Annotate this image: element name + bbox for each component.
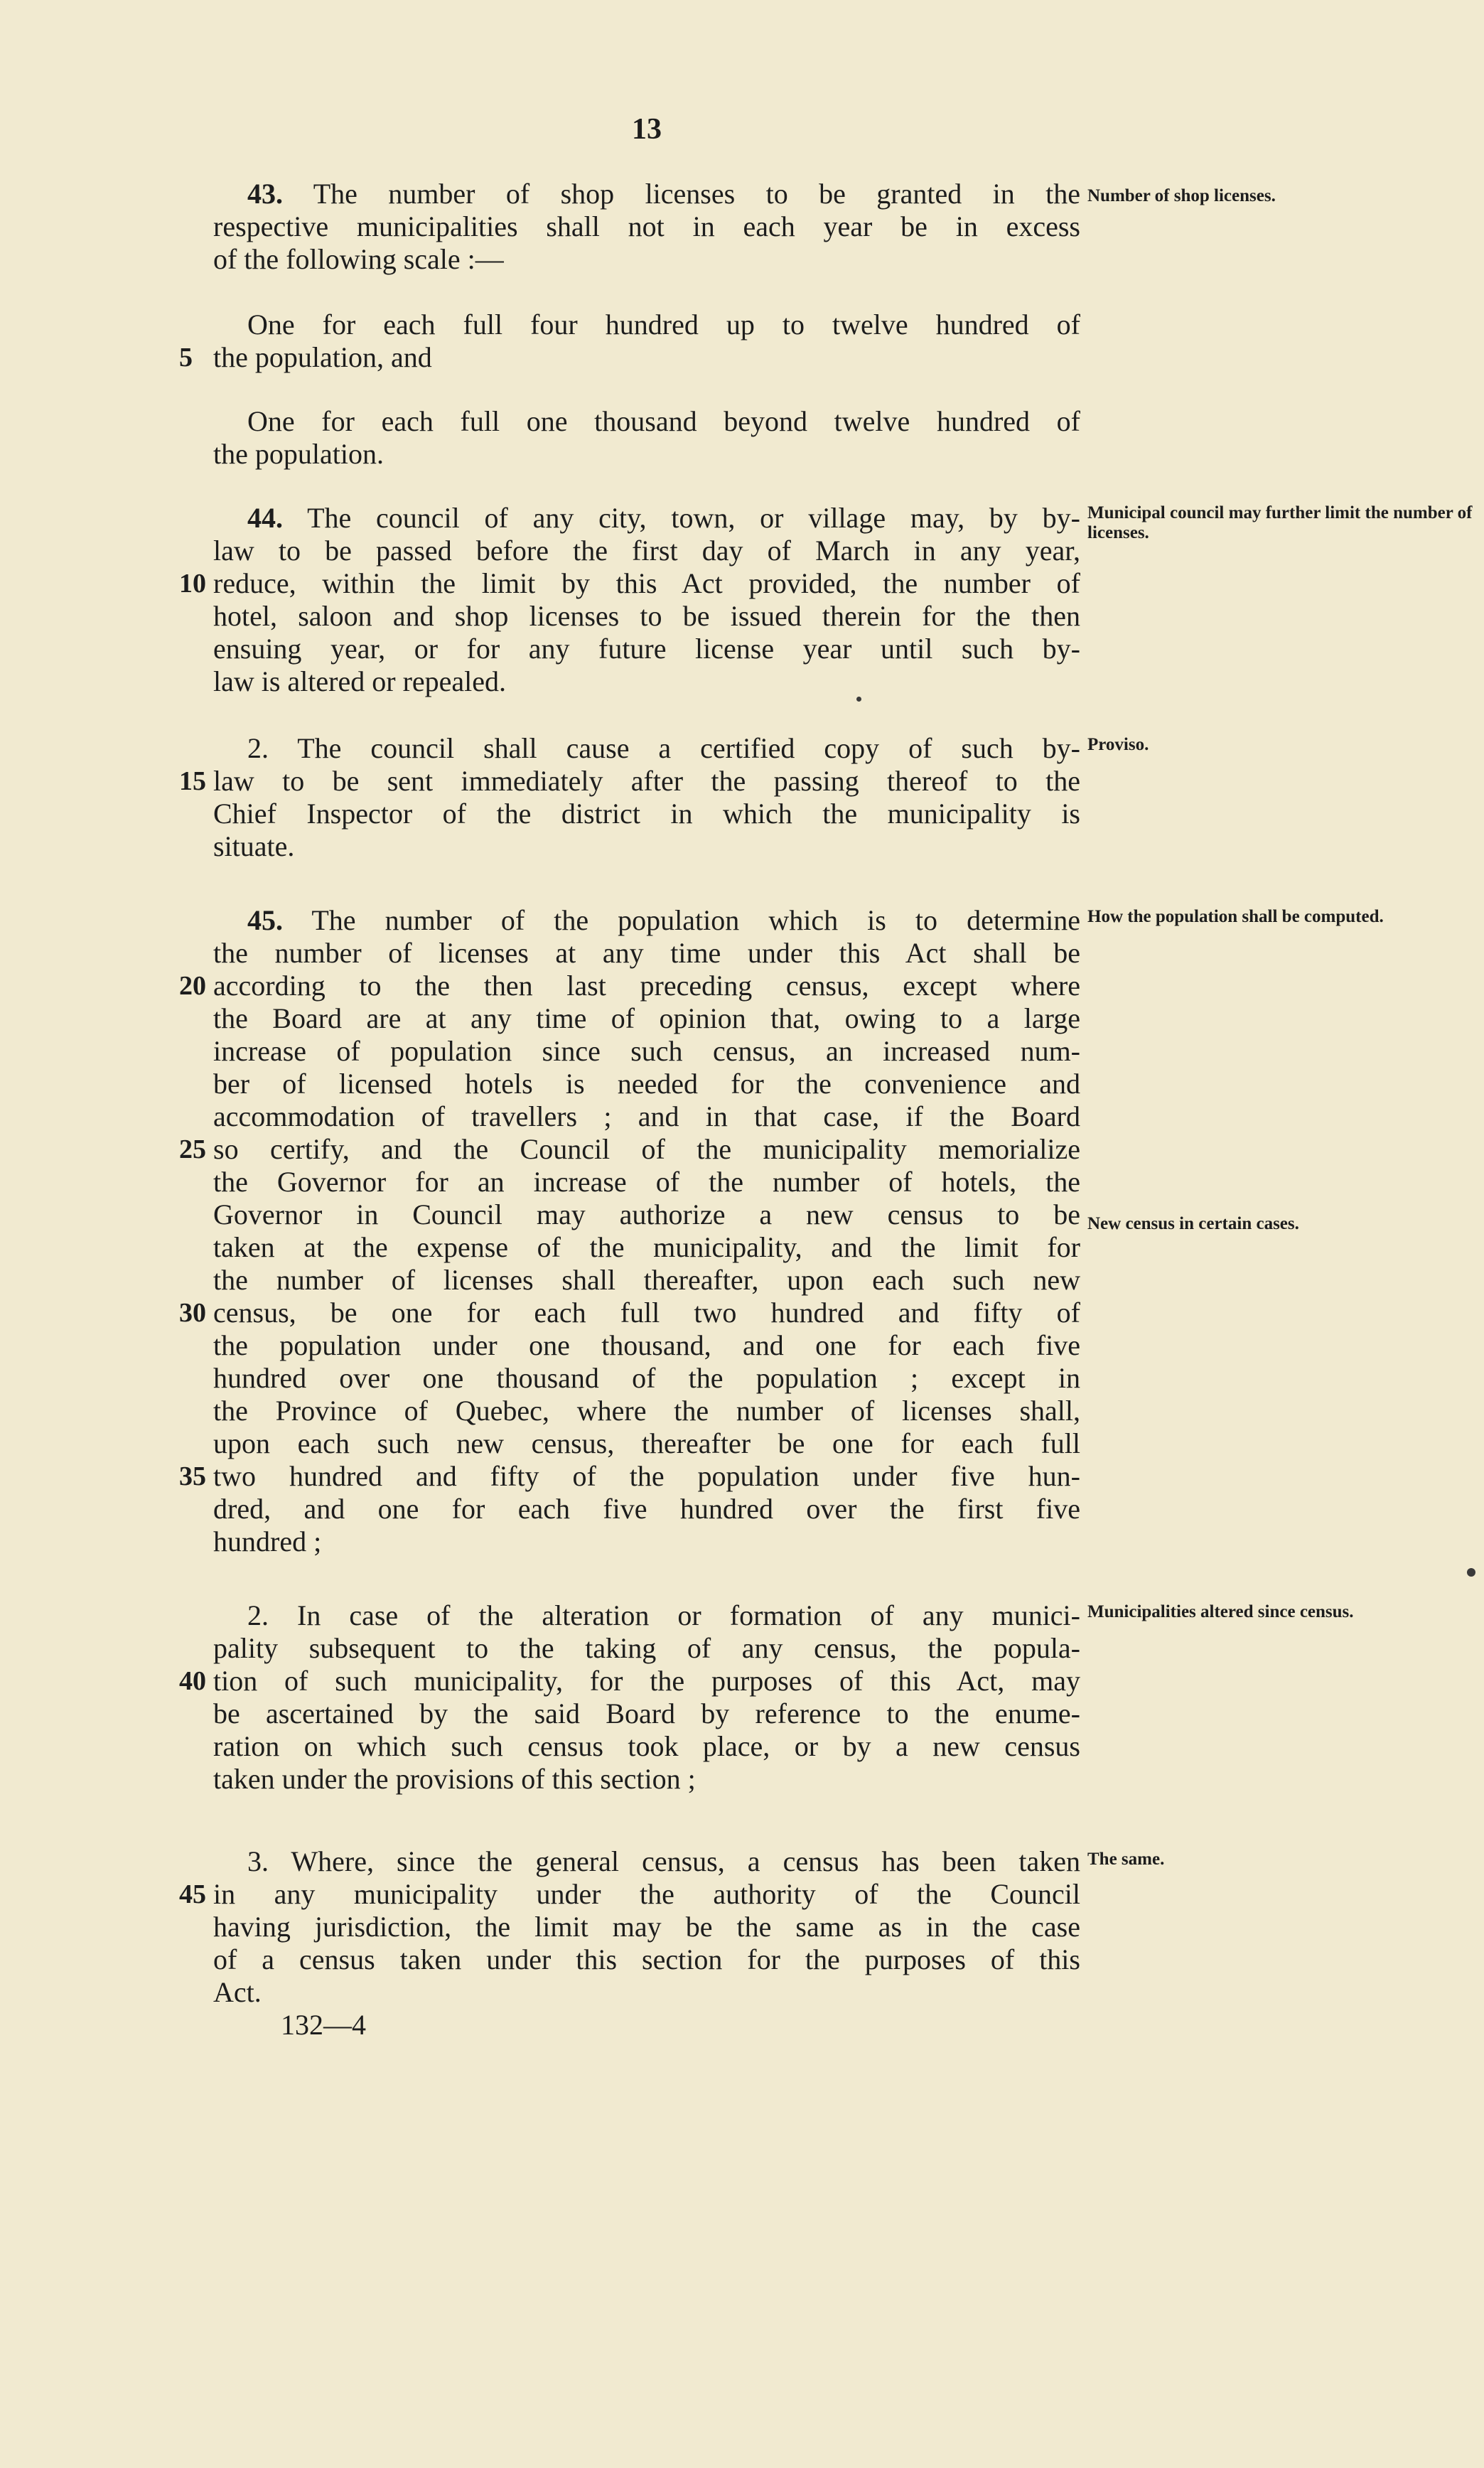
section-number-44: 44. (247, 502, 283, 534)
section-45-line: upon each such new census, thereafter be one for each full (213, 1427, 1080, 1459)
margin-note-municipalities-altered: Municipalities altered since census. (1087, 1602, 1354, 1621)
section-45-line: the number of licenses shall thereafter, upon each such new (213, 1264, 1080, 1296)
line-number: 35 (179, 1461, 206, 1491)
margin-note-new-census: New census in certain cases. (1087, 1214, 1299, 1233)
section-45-sub2-line: taken under the provisions of this section ; (213, 1763, 696, 1795)
section-45-sub2-line: 2. In case of the alteration or formation of any munici- (247, 1599, 1080, 1631)
margin-note-proviso: Proviso. (1087, 735, 1149, 754)
page-number: 13 (632, 113, 662, 146)
section-45-first-line (247, 904, 1080, 937)
section-45-line: the Board are at any time of opinion that, owing to a large (213, 1002, 1080, 1034)
line-number: 20 (179, 971, 206, 1001)
section-45-line: Governor in Council may authorize a new census to be (213, 1198, 1080, 1230)
section-45-sub3-line: 3. Where, since the general census, a census has been taken (247, 1845, 1080, 1877)
section-number-45: 45. (247, 904, 283, 936)
section-43-para2-line: the population, and (213, 341, 432, 373)
section-45-sub2-line: pality subsequent to the taking of any census, the popula- (213, 1632, 1080, 1664)
section-43-text: The number of shop licenses to be granted in the (313, 178, 1081, 210)
line-number: 45 (179, 1879, 206, 1909)
section-43-para3-line: the population. (213, 438, 384, 470)
section-43-para2-line: One for each full four hundred up to twelve hundred of (247, 308, 1080, 340)
section-44-line: hotel, saloon and shop licenses to be issued therein for the then (213, 600, 1080, 632)
section-44-line: ensuing year, or for any future license year until such by- (213, 633, 1080, 665)
section-45-line: increase of population since such census, an increased num- (213, 1035, 1080, 1067)
section-45-sub3-line: in any municipality under the authority of the Council (213, 1878, 1080, 1910)
section-44-first-line (247, 502, 1080, 535)
section-45-line: the population under one thousand, and one for each five (213, 1329, 1080, 1361)
section-45-line: accommodation of travellers ; and in that case, if the Board (213, 1100, 1080, 1132)
section-45-line: according to the then last preceding census, except where (213, 970, 1080, 1002)
paper-speck (1467, 1568, 1475, 1577)
section-43-para3-line: One for each full one thousand beyond twelve hundred of (247, 405, 1080, 437)
line-number: 30 (179, 1298, 206, 1328)
section-44-text: The council of any city, town, or village may, by by- (307, 502, 1080, 534)
section-45-sub2-line: be ascertained by the said Board by reference to the enume- (213, 1697, 1080, 1729)
line-number: 15 (179, 766, 206, 796)
margin-note-the-same: The same. (1087, 1850, 1165, 1869)
section-45-line: the Governor for an increase of the number of hotels, the (213, 1166, 1080, 1198)
margin-note-population-computed: How the population shall be computed. (1087, 907, 1384, 926)
section-44-sub2-line: situate. (213, 830, 295, 862)
signature-mark: 132—4 (281, 2009, 366, 2041)
section-45-sub3-line: Act. (213, 1976, 262, 2008)
section-45-text: The number of the population which is to determine (311, 904, 1080, 936)
section-43-line: of the following scale :— (213, 243, 504, 275)
section-44-line: law to be passed before the first day of March in any year, (213, 535, 1080, 567)
section-44-line: law is altered or repealed. (213, 665, 507, 697)
line-number: 10 (179, 569, 206, 599)
section-44-sub2-line: 2. The council shall cause a certified copy of such by- (247, 732, 1080, 764)
section-45-sub3-line: of a census taken under this section for the purposes of this (213, 1943, 1080, 1975)
section-44-sub2-line: Chief Inspector of the district in which the municipality is (213, 798, 1080, 830)
section-43-line: respective municipalities shall not in each year be in excess (213, 210, 1080, 242)
section-45-sub3-line: having jurisdiction, the limit may be the same as in the case (213, 1911, 1080, 1943)
paper-speck (856, 697, 861, 702)
line-number: 25 (179, 1134, 206, 1164)
section-45-sub2-line: tion of such municipality, for the purposes of this Act, may (213, 1665, 1080, 1697)
section-45-line: hundred ; (213, 1525, 322, 1557)
section-45-line: so certify, and the Council of the municipality memorialize (213, 1133, 1080, 1165)
margin-note-municipal-limit: Municipal council may further limit the number of licenses. (1087, 503, 1473, 542)
section-45-line: the Province of Quebec, where the number of licenses shall, (213, 1395, 1080, 1427)
line-number: 40 (179, 1666, 206, 1696)
section-45-line: taken at the expense of the municipality, and the limit for (213, 1231, 1080, 1263)
section-number-43: 43. (247, 178, 283, 210)
margin-note-shop-licenses: Number of shop licenses. (1087, 186, 1276, 205)
section-45-line: the number of licenses at any time under this Act shall be (213, 937, 1080, 969)
section-43-first-line (247, 178, 1080, 210)
section-45-line: dred, and one for each five hundred over the first five (213, 1493, 1080, 1525)
section-45-line: hundred over one thousand of the population ; except in (213, 1362, 1080, 1394)
section-45-line: ber of licensed hotels is needed for the convenience and (213, 1068, 1080, 1100)
section-45-line: census, be one for each full two hundred and fifty of (213, 1297, 1080, 1329)
section-45-sub2-line: ration on which such census took place, or by a new census (213, 1730, 1080, 1762)
section-44-line: reduce, within the limit by this Act provided, the number of (213, 567, 1080, 599)
section-45-line: two hundred and fifty of the population under five hun- (213, 1460, 1080, 1492)
section-44-sub2-line: law to be sent immediately after the passing thereof to the (213, 765, 1080, 797)
line-number: 5 (179, 343, 193, 372)
